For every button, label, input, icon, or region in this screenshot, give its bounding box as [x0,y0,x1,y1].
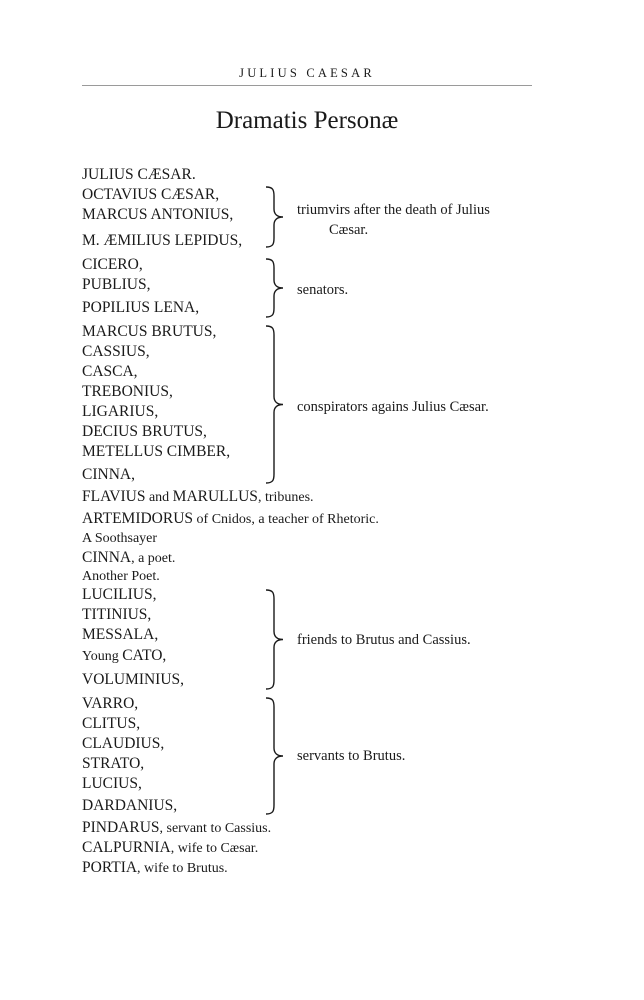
character-note: of Cnidos, a teacher of Rhetoric. [193,512,379,527]
character-name: LUCILIUS, [82,586,157,603]
character-name: CINNA, [82,466,135,483]
group-description [297,746,405,766]
cast-entry [82,403,158,421]
cast-entry [82,443,230,461]
cast-entry [82,715,140,733]
brace-icon [264,589,286,690]
character-name: DARDANIUS, [82,797,178,814]
character-name: TITINIUS, [82,606,152,623]
brace-icon [264,325,286,484]
character-note: , tribunes. [257,490,314,505]
character-name: ARTEMIDORUS [82,510,194,527]
character-name: VARRO, [82,695,139,712]
character-name: TREBONIUS, [82,383,173,400]
character-name: LIGARIUS, [82,403,159,420]
cast-entry [82,671,184,689]
cast-entry [82,276,150,294]
character-name: CASSIUS, [82,343,150,360]
group-description-text: conspirators agains Julius Cæsar. [297,399,489,415]
character-name: VOLUMINIUS, [82,671,185,688]
cast-entry [82,695,138,713]
character-name: CLAUDIUS, [82,735,165,752]
cast-entry [82,626,158,644]
group-description [297,280,348,300]
character-note: Young [82,649,123,664]
group-description [297,200,490,240]
cast-entry [82,323,216,341]
character-name: CATO, [122,647,167,664]
character-name: PINDARUS [82,819,160,836]
cast-entry [82,343,150,361]
character-name: PUBLIUS, [82,276,151,293]
cast-entry [82,510,379,528]
page-title: Dramatis Personæ [215,107,399,134]
character-name: CINNA [82,549,132,566]
cast-entry [82,363,138,381]
character-name: LUCIUS, [82,775,142,792]
character-name: STRATO, [82,755,145,772]
character-name: M. ÆMILIUS LEPIDUS, [82,232,243,249]
cast-entry [82,466,135,484]
cast-entry [82,775,142,793]
brace-icon [264,697,286,815]
group-description-continuation: Cæsar. [329,222,369,238]
running-head: JULIUS CAESAR [239,66,375,80]
group-description-text: friends to Brutus and Cassius. [297,632,471,648]
character-name: METELLUS CIMBER, [82,443,231,460]
character-name: MARULLUS [172,488,258,505]
group-description [297,397,489,417]
character-name: POPILIUS LENA, [82,299,200,316]
character-name: PORTIA [82,859,138,876]
brace-icon [264,186,286,248]
cast-entry [82,647,166,665]
group-description-text: servants to Brutus. [297,748,406,764]
character-note: , wife to Cæsar. [170,841,259,856]
cast-entry [82,186,219,204]
cast-entry [82,797,177,815]
character-note: Another Poet. [82,569,160,584]
group-description [297,630,471,650]
character-note: , wife to Brutus. [137,861,228,876]
cast-entry [82,549,175,567]
cast-entry [82,529,157,547]
character-note: A Soothsayer [82,531,158,546]
character-name: MARCUS BRUTUS, [82,323,217,340]
header-rule [82,85,532,86]
character-note: and [145,490,173,505]
group-description-text: triumvirs after the death of Julius [297,202,490,218]
cast-entry [82,299,199,317]
character-note: , a poet. [131,551,176,566]
cast-entry [82,206,233,224]
cast-entry [82,423,207,441]
cast-entry [82,166,196,184]
cast-entry [82,839,258,857]
character-name: JULIUS CÆSAR. [82,166,196,183]
cast-entry [82,383,173,401]
cast-entry [82,232,242,250]
cast-entry [82,859,228,877]
character-name: MESSALA, [82,626,159,643]
group-description-text: senators. [297,282,349,298]
cast-entry [82,755,144,773]
character-name: CICERO, [82,256,143,273]
cast-entry [82,586,156,604]
character-name: CASCA, [82,363,138,380]
character-name: CALPURNIA [82,839,171,856]
character-name: MARCUS ANTONIUS, [82,206,234,223]
character-name: OCTAVIUS CÆSAR, [82,186,220,203]
brace-icon [264,258,286,318]
cast-entry [82,256,143,274]
cast-entry [82,606,151,624]
cast-entry [82,819,271,837]
cast-entry [82,488,314,506]
character-name: FLAVIUS [82,488,146,505]
character-name: CLITUS, [82,715,141,732]
character-name: DECIUS BRUTUS, [82,423,207,440]
cast-entry [82,567,160,585]
cast-entry [82,735,164,753]
character-note: , servant to Cassius. [159,821,272,836]
